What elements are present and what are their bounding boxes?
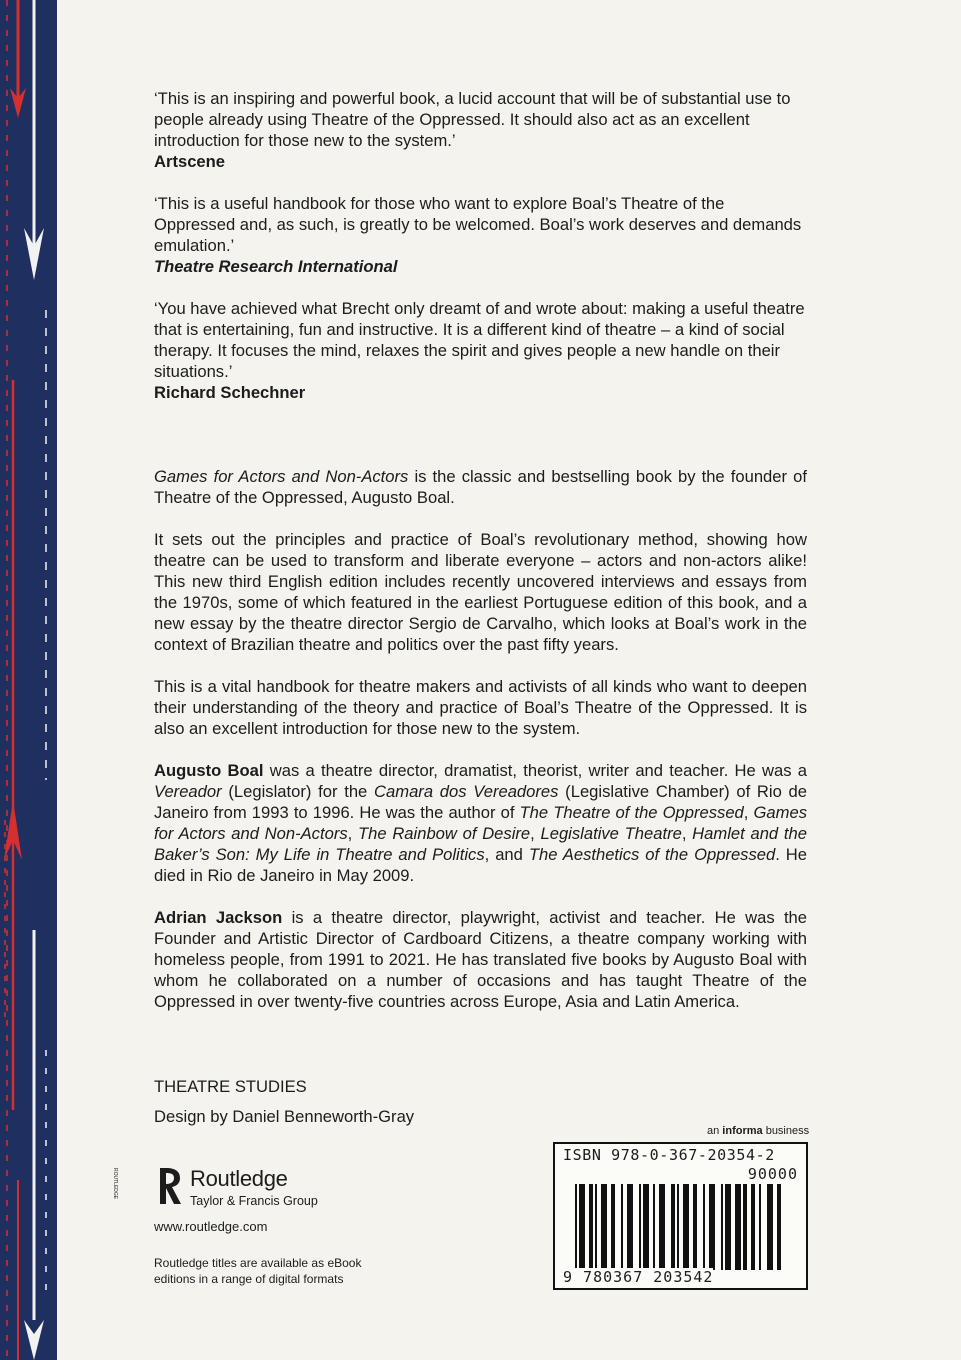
bio-text: is a theatre director, playwright, activist and teacher. He was the Founder and Artistic Director of Cardboard Citizens, a theatre company working with homeless people, from 1991 to 2021. He has translated five books by Augusto Boal with whom he collaborated on a number of occasions and has taught Theatre of the Oppressed in over twenty-five countries across Europe, Asia and Latin America. bbox=[154, 908, 808, 1011]
bio-text: , bbox=[347, 824, 358, 843]
barcode-bar bbox=[759, 1184, 761, 1270]
author-bio-jackson bbox=[154, 907, 807, 1012]
barcode-bar bbox=[579, 1184, 585, 1270]
barcode-bar bbox=[621, 1184, 623, 1270]
barcode-bar bbox=[659, 1184, 665, 1270]
design-credit: Design by Daniel Benneworth-Gray bbox=[154, 1107, 415, 1126]
bio-book-title: The Aesthetics of the Oppressed bbox=[528, 845, 776, 864]
barcode-bar bbox=[735, 1184, 741, 1270]
review-quote bbox=[154, 298, 807, 403]
review-quote bbox=[154, 193, 807, 277]
quote-source: Theatre Research International bbox=[154, 257, 398, 276]
ebook-note-line: Routledge titles are available as eBook bbox=[154, 1256, 362, 1270]
bio-book-title: The Theatre of the Oppressed bbox=[519, 803, 744, 822]
ebook-note bbox=[154, 1255, 394, 1287]
bio-text: (Legislator) for the bbox=[221, 782, 375, 801]
ebook-note-line: editions in a range of digital formats bbox=[154, 1272, 344, 1286]
barcode-bar bbox=[589, 1184, 593, 1270]
quote-text: ‘This is an inspiring and powerful book, a lucid account that will be of substantial use to people already using Theatre of the Oppressed. It should also act as an excellent introduction for those new to the system.’ bbox=[154, 89, 791, 150]
subject-category: THEATRE STUDIES bbox=[154, 1077, 307, 1096]
quote-text: ‘This is a useful handbook for those who want to explore Boal’s Theatre of the Oppressed and, as such, is greatly to be welcomed. Boal’s work deserves and demands emulation.’ bbox=[154, 194, 802, 255]
barcode-bar bbox=[751, 1184, 755, 1270]
bio-text: . He died in Rio de Janeiro in May 2009. bbox=[154, 845, 808, 885]
informa-text: business bbox=[762, 1125, 810, 1137]
logo-vertical-text: ROUTLEDGE bbox=[112, 1168, 118, 1200]
intro-paragraph bbox=[154, 466, 807, 508]
review-quote bbox=[154, 88, 807, 172]
barcode-bar bbox=[601, 1184, 607, 1270]
barcode-bar bbox=[595, 1184, 597, 1270]
barcode-bar bbox=[677, 1184, 679, 1270]
barcode-bar bbox=[639, 1184, 641, 1270]
bio-book-title: Hamlet and the Baker’s Son: My Life in Theatre and Politics bbox=[154, 824, 807, 864]
barcode-bar bbox=[721, 1184, 723, 1270]
ean-digits: 9 780367 203542 bbox=[563, 1268, 714, 1286]
isbn-number: ISBN 978-0-367-20354-2 bbox=[563, 1146, 775, 1164]
description-paragraph: It sets out the principles and practice of Boal’s revolutionary method, showing how theatre can be used to transform and liberate everyone – actors and non-actors alike! This new third English edition includes recently uncovered interviews and essays from the 1970s, some of which featured in the earliest Portuguese edition of this book, and a new essay by the theatre director Sergio de Carvalho, which looks at Boal’s work in the context of Brazilian theatre and politics over the past fifty years. bbox=[154, 530, 807, 654]
bio-text: , bbox=[530, 824, 541, 843]
barcode-bar bbox=[767, 1184, 773, 1270]
routledge-logo bbox=[112, 1164, 352, 1212]
barcode-bar bbox=[671, 1184, 675, 1270]
barcode-bar bbox=[693, 1184, 697, 1270]
author-name: Augusto Boal bbox=[154, 761, 264, 780]
barcode-bar bbox=[777, 1184, 781, 1270]
barcode-bar bbox=[627, 1184, 633, 1270]
quote-source: Artscene bbox=[154, 152, 226, 171]
publisher-name: Routledge bbox=[190, 1166, 288, 1191]
back-cover-text bbox=[154, 88, 807, 1033]
barcode-bar bbox=[575, 1184, 577, 1270]
arrow-pattern-graphic bbox=[0, 0, 57, 1360]
publisher-website: www.routledge.com bbox=[154, 1219, 268, 1234]
quote-text: ‘You have achieved what Brecht only dreamt of and wrote about: making a useful theatre that is entertaining, fun and instructive. It is a different kind of theatre – a kind of social therapy. It focuses the mind, relaxes the spirit and gives people a new handle on their situations.’ bbox=[154, 299, 805, 381]
bio-text: , bbox=[743, 803, 754, 822]
barcode-bar bbox=[683, 1184, 689, 1270]
intro-text: is the classic and bestselling book by the founder of Theatre of the Oppressed, Augusto Boal. bbox=[154, 467, 807, 507]
barcode-bar bbox=[703, 1184, 705, 1270]
bio-book-title: Legislative Theatre bbox=[540, 824, 682, 843]
routledge-r-mark-icon bbox=[112, 1164, 184, 1212]
informa-text: an bbox=[707, 1125, 723, 1137]
handbook-paragraph: This is a vital handbook for theatre makers and activists of all kinds who want to deepen their understanding of the theory and practice of Boal’s Theatre of the Oppressed. It is also an excellent introduction for those new to the system. bbox=[154, 677, 807, 738]
informa-tagline bbox=[707, 1125, 809, 1137]
bio-text: was a theatre director, dramatist, theorist, writer and teacher. He was a bbox=[263, 761, 807, 780]
barcode-bar bbox=[611, 1184, 615, 1270]
price-code: 90000 bbox=[747, 1165, 798, 1183]
translator-name: Adrian Jackson bbox=[154, 908, 283, 927]
spacer bbox=[154, 424, 807, 466]
quote-source: Richard Schechner bbox=[154, 383, 306, 402]
barcode-bar bbox=[725, 1184, 731, 1270]
bio-term: Vereador bbox=[154, 782, 222, 801]
bio-text: , bbox=[681, 824, 693, 843]
bio-text: , and bbox=[484, 845, 529, 864]
publisher-group: Taylor & Francis Group bbox=[190, 1194, 318, 1208]
barcode-graphic bbox=[575, 1184, 787, 1270]
barcode-bar bbox=[743, 1184, 747, 1270]
bio-text: (Legislative Chamber) of Rio de Janeiro from 1993 to 1996. He was the author of bbox=[154, 782, 808, 822]
isbn-barcode bbox=[553, 1142, 808, 1290]
decorative-spine-stripe bbox=[0, 0, 57, 1360]
barcode-bar bbox=[643, 1184, 649, 1270]
barcode-bar bbox=[709, 1184, 715, 1270]
bio-book-title: Games for Actors and Non-Actors bbox=[154, 803, 807, 843]
author-bio-boal bbox=[154, 760, 807, 886]
barcode-bar bbox=[653, 1184, 655, 1270]
informa-brand: informa bbox=[722, 1125, 763, 1137]
bio-book-title: The Rainbow of Desire bbox=[358, 824, 531, 843]
bio-term: Camara dos Vereadores bbox=[374, 782, 559, 801]
book-title: Games for Actors and Non-Actors bbox=[154, 467, 409, 486]
